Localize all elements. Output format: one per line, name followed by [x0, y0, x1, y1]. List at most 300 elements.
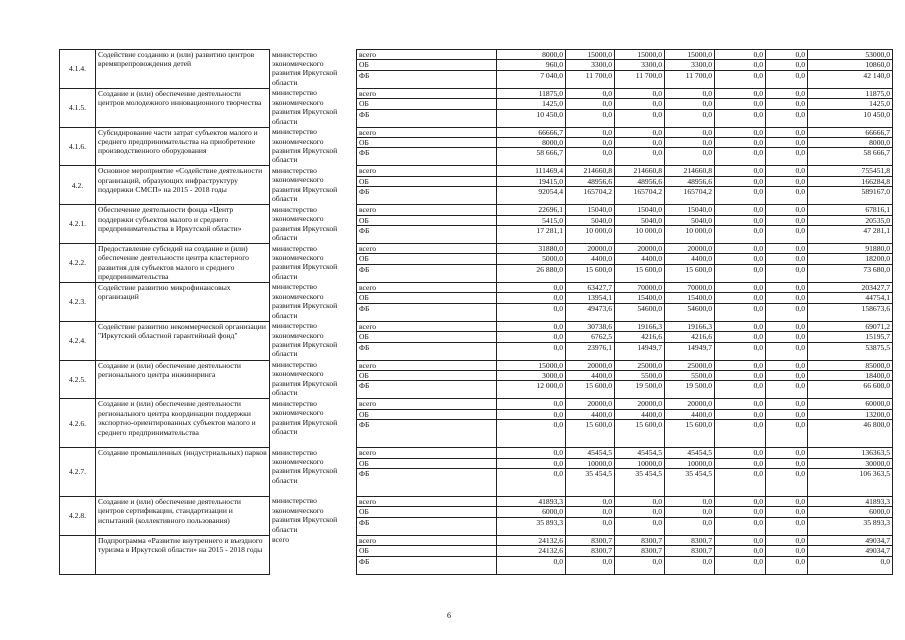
responsible-line: министерство [272, 88, 317, 98]
amount-cell: 5040,0 [615, 215, 665, 225]
amount-cell: 11 700,0 [615, 70, 665, 88]
responsible-executor [270, 448, 357, 497]
amount-cell: 0,0 [766, 138, 808, 148]
funding-source: ФБ [357, 468, 497, 496]
amount-cell: 0,0 [566, 109, 615, 127]
amount-cell: 10 000,0 [615, 226, 665, 244]
amount-cell: 8000,0 [497, 138, 566, 148]
amount-cell: 17 281,1 [497, 226, 566, 244]
amount-cell: 0,0 [615, 88, 665, 98]
amount-cell: 0,0 [665, 127, 715, 137]
amount-cell: 0,0 [715, 215, 766, 225]
amount-cell: 0,0 [715, 409, 766, 419]
amount-cell: 0,0 [715, 60, 766, 70]
amount-cell: 165704,2 [566, 187, 615, 205]
amount-cell: 19166,3 [665, 321, 715, 331]
responsible-line: экономического [272, 505, 324, 515]
amount-cell: 54600,0 [615, 303, 665, 321]
amount-cell: 0,0 [615, 148, 665, 166]
funding-source: всего [357, 205, 497, 215]
amount-cell: 69071,2 [808, 321, 893, 331]
amount-cell: 22696,1 [497, 205, 566, 215]
amount-cell: 35 893,3 [808, 517, 893, 535]
amount-cell: 10 450,0 [497, 109, 566, 127]
amount-cell: 23976,1 [566, 342, 615, 360]
funding-source: ФБ [357, 264, 497, 282]
funding-source: всего [357, 496, 497, 506]
amount-cell: 8300,7 [566, 535, 615, 545]
amount-cell: 0,0 [766, 254, 808, 264]
amount-cell: 0,0 [566, 99, 615, 109]
responsible-line: экономического [272, 97, 324, 107]
amount-cell: 63427,7 [566, 282, 615, 292]
amount-cell: 0,0 [715, 70, 766, 88]
amount-cell: 0,0 [665, 507, 715, 517]
responsible-executor [270, 50, 357, 89]
amount-cell: 45454,5 [615, 448, 665, 458]
responsible-line: области [272, 524, 298, 534]
amount-cell: 10 000,0 [566, 226, 615, 244]
amount-cell: 24132,6 [497, 546, 566, 556]
amount-cell: 0,0 [766, 468, 808, 496]
amount-cell: 3300,0 [566, 60, 615, 70]
amount-cell: 20000,0 [665, 244, 715, 254]
amount-cell: 0,0 [766, 148, 808, 166]
budget-table [59, 49, 893, 575]
amount-cell: 30738,6 [566, 321, 615, 331]
amount-cell: 11875,0 [808, 88, 893, 98]
funding-source: ФБ [357, 148, 497, 166]
amount-cell: 19166,3 [615, 321, 665, 331]
amount-cell: 5500,0 [615, 370, 665, 380]
funding-source: ОБ [357, 370, 497, 380]
amount-cell: 0,0 [615, 517, 665, 535]
responsible-executor [270, 282, 357, 321]
amount-cell: 0,0 [715, 535, 766, 545]
amount-cell: 20000,0 [615, 244, 665, 254]
amount-cell: 92054,4 [497, 187, 566, 205]
row-code: 4.2. [60, 166, 96, 205]
amount-cell: 0,0 [715, 127, 766, 137]
amount-cell: 0,0 [497, 468, 566, 496]
amount-cell: 10 450,0 [808, 109, 893, 127]
amount-cell: 0,0 [665, 138, 715, 148]
amount-cell: 35 454,5 [665, 468, 715, 496]
amount-cell: 15 600,0 [665, 264, 715, 282]
amount-cell: 13954,1 [566, 293, 615, 303]
row-title: Предоставление субсидий на создание и (или) обеспечение деятельности центра кластерного развития для субъектов малого и среднего предпринимательства [96, 244, 270, 283]
amount-cell: 0,0 [566, 138, 615, 148]
row-title: Подпрограмма «Развитие внутреннего и въездного туризма в Иркутской области» на 2015 - 2018 годы [96, 535, 270, 574]
amount-cell: 5000,0 [497, 254, 566, 264]
funding-source: всего [357, 166, 497, 176]
amount-cell: 15400,0 [665, 293, 715, 303]
amount-cell: 0,0 [715, 556, 766, 574]
amount-cell: 6000,0 [808, 507, 893, 517]
funding-source: всего [357, 360, 497, 370]
amount-cell: 0,0 [715, 381, 766, 399]
responsible-executor [270, 496, 357, 535]
amount-cell: 14949,7 [665, 342, 715, 360]
amount-cell: 0,0 [766, 166, 808, 176]
amount-cell: 70000,0 [665, 282, 715, 292]
responsible-line: развития Иркутской [272, 223, 338, 233]
amount-cell: 5040,0 [665, 215, 715, 225]
amount-cell: 111469,4 [497, 166, 566, 176]
page-number: 6 [447, 611, 451, 620]
responsible-executor [270, 360, 357, 399]
amount-cell: 15000,0 [665, 50, 715, 60]
amount-cell: 0,0 [715, 109, 766, 127]
amount-cell: 70000,0 [615, 282, 665, 292]
responsible-executor [270, 88, 357, 127]
amount-cell: 4400,0 [665, 254, 715, 264]
responsible-line: области [272, 116, 298, 126]
amount-cell: 0,0 [497, 303, 566, 321]
funding-source: всего [357, 321, 497, 331]
amount-cell: 0,0 [715, 187, 766, 205]
amount-cell: 4216,6 [665, 332, 715, 342]
responsible-line: развития Иркутской [272, 184, 338, 194]
responsible-line: области [272, 155, 298, 165]
amount-cell: 0,0 [766, 507, 808, 517]
amount-cell: 18200,0 [808, 254, 893, 264]
responsible-line: министерство [272, 204, 317, 214]
amount-cell: 45454,5 [665, 448, 715, 458]
amount-cell: 0,0 [715, 332, 766, 342]
amount-cell: 0,0 [766, 448, 808, 458]
amount-cell: 25000,0 [665, 360, 715, 370]
amount-cell: 12 000,0 [497, 381, 566, 399]
row-code [60, 535, 96, 574]
amount-cell: 0,0 [715, 420, 766, 448]
responsible-line: экономического [272, 291, 324, 301]
amount-cell: 0,0 [615, 99, 665, 109]
amount-cell: 73 680,0 [808, 264, 893, 282]
amount-cell: 0,0 [766, 60, 808, 70]
amount-cell: 1425,0 [497, 99, 566, 109]
responsible-executor [270, 166, 357, 205]
amount-cell: 15040,0 [615, 205, 665, 215]
amount-cell: 0,0 [766, 399, 808, 409]
amount-cell: 4400,0 [615, 254, 665, 264]
amount-cell: 0,0 [497, 342, 566, 360]
responsible-executor [270, 321, 357, 360]
table-body [60, 50, 893, 575]
responsible-line: развития Иркутской [272, 417, 338, 427]
funding-source: всего [357, 448, 497, 458]
amount-cell: 66 600,0 [808, 381, 893, 399]
responsible-line: министерство [272, 127, 317, 137]
row-code: 4.2.5. [60, 360, 96, 399]
amount-cell: 15 600,0 [615, 420, 665, 448]
amount-cell: 0,0 [715, 321, 766, 331]
responsible-line: министерство [272, 496, 317, 506]
table-row [60, 282, 893, 292]
row-code: 4.2.2. [60, 244, 96, 283]
amount-cell: 0,0 [566, 127, 615, 137]
amount-cell: 35 454,5 [566, 468, 615, 496]
amount-cell: 0,0 [715, 370, 766, 380]
amount-cell: 0,0 [497, 321, 566, 331]
amount-cell: 0,0 [715, 264, 766, 282]
responsible-line: всего [272, 535, 290, 545]
amount-cell: 0,0 [566, 496, 615, 506]
row-code: 4.2.1. [60, 205, 96, 244]
amount-cell: 3000,0 [497, 370, 566, 380]
row-title: Создание промышленных (индустриальных) парков [96, 448, 270, 497]
responsible-line: развития Иркутской [272, 466, 338, 476]
responsible-executor [270, 244, 357, 283]
amount-cell: 0,0 [497, 556, 566, 574]
amount-cell: 0,0 [766, 244, 808, 254]
amount-cell: 165704,2 [665, 187, 715, 205]
table-row [60, 535, 893, 545]
responsible-line: области [272, 77, 298, 87]
amount-cell: 0,0 [766, 70, 808, 88]
funding-source: ФБ [357, 226, 497, 244]
amount-cell: 0,0 [615, 556, 665, 574]
amount-cell: 0,0 [766, 332, 808, 342]
amount-cell: 0,0 [766, 205, 808, 215]
amount-cell: 11 700,0 [665, 70, 715, 88]
responsible-line: экономического [272, 408, 324, 418]
row-title: Создание и (или) обеспечение деятельности центров сертификации, стандартизации и испытаний (коллективного пользования) [96, 496, 270, 535]
amount-cell: 0,0 [497, 399, 566, 409]
amount-cell: 0,0 [566, 517, 615, 535]
funding-source: ФБ [357, 517, 497, 535]
amount-cell: 4400,0 [665, 409, 715, 419]
amount-cell: 20535,0 [808, 215, 893, 225]
amount-cell: 47 281,1 [808, 226, 893, 244]
row-code: 4.2.8. [60, 496, 96, 535]
amount-cell: 0,0 [766, 360, 808, 370]
amount-cell: 4400,0 [566, 409, 615, 419]
responsible-line: области [272, 194, 298, 204]
table-row [60, 399, 893, 409]
amount-cell: 0,0 [665, 99, 715, 109]
amount-cell: 30000,0 [808, 458, 893, 468]
funding-source: ФБ [357, 303, 497, 321]
amount-cell: 0,0 [766, 496, 808, 506]
amount-cell: 0,0 [766, 535, 808, 545]
amount-cell: 15 600,0 [665, 420, 715, 448]
amount-cell: 15000,0 [615, 50, 665, 60]
amount-cell: 4216,6 [615, 332, 665, 342]
amount-cell: 5500,0 [665, 370, 715, 380]
amount-cell: 106 363,5 [808, 468, 893, 496]
row-title: Создание и (или) обеспечение деятельности регионального центра инжиниринга [96, 360, 270, 399]
responsible-line: области [272, 232, 298, 242]
amount-cell: 58 666,7 [497, 148, 566, 166]
amount-cell: 0,0 [715, 468, 766, 496]
amount-cell: 0,0 [766, 556, 808, 574]
responsible-line: развития Иркутской [272, 301, 338, 311]
amount-cell: 8000,0 [808, 138, 893, 148]
funding-source: ФБ [357, 342, 497, 360]
amount-cell: 0,0 [715, 176, 766, 186]
amount-cell: 8000,0 [497, 50, 566, 60]
amount-cell: 0,0 [766, 342, 808, 360]
amount-cell: 15195,7 [808, 332, 893, 342]
amount-cell: 19415,0 [497, 176, 566, 186]
row-code: 4.1.6. [60, 127, 96, 166]
amount-cell: 11 700,0 [566, 70, 615, 88]
amount-cell: 49034,7 [808, 535, 893, 545]
amount-cell: 8300,7 [665, 535, 715, 545]
amount-cell: 15 600,0 [566, 420, 615, 448]
amount-cell: 0,0 [665, 556, 715, 574]
funding-source: всего [357, 282, 497, 292]
row-code: 4.1.5. [60, 88, 96, 127]
amount-cell: 0,0 [715, 303, 766, 321]
amount-cell: 20000,0 [665, 399, 715, 409]
amount-cell: 15 600,0 [615, 264, 665, 282]
amount-cell: 0,0 [766, 458, 808, 468]
amount-cell: 20000,0 [566, 244, 615, 254]
responsible-line: министерство [272, 321, 317, 331]
amount-cell: 203427,7 [808, 282, 893, 292]
amount-cell: 0,0 [766, 546, 808, 556]
amount-cell: 53875,5 [808, 342, 893, 360]
amount-cell: 0,0 [766, 99, 808, 109]
responsible-line: развития Иркутской [272, 340, 338, 349]
amount-cell: 0,0 [715, 496, 766, 506]
amount-cell: 8300,7 [665, 546, 715, 556]
amount-cell: 0,0 [766, 282, 808, 292]
responsible-line: развития Иркутской [272, 262, 338, 272]
responsible-line: министерство [272, 447, 317, 457]
amount-cell: 58 666,7 [808, 148, 893, 166]
amount-cell: 48956,6 [665, 176, 715, 186]
row-code: 4.1.4. [60, 50, 96, 89]
amount-cell: 20000,0 [566, 399, 615, 409]
table-row [60, 166, 893, 176]
amount-cell: 8300,7 [566, 546, 615, 556]
amount-cell: 0,0 [766, 381, 808, 399]
funding-source: ФБ [357, 420, 497, 448]
funding-source: ФБ [357, 109, 497, 127]
amount-cell: 0,0 [665, 109, 715, 127]
amount-cell: 0,0 [615, 127, 665, 137]
amount-cell: 214660,8 [615, 166, 665, 176]
responsible-line: министерство [272, 49, 317, 59]
amount-cell: 4400,0 [566, 254, 615, 264]
amount-cell: 0,0 [566, 148, 615, 166]
row-title: Создание и (или) обеспечение деятельности центров молодежного инновационного творчества [96, 88, 270, 127]
amount-cell: 0,0 [766, 176, 808, 186]
amount-cell: 35 893,3 [497, 517, 566, 535]
amount-cell: 0,0 [715, 148, 766, 166]
amount-cell: 0,0 [715, 360, 766, 370]
amount-cell: 66666,7 [497, 127, 566, 137]
amount-cell: 0,0 [766, 109, 808, 127]
row-title: Создание и (или) обеспечение деятельности регионального центра координации поддержки экспортно-ориентированных субъектов малого и среднего предпринимательства [96, 399, 270, 448]
amount-cell: 0,0 [497, 282, 566, 292]
amount-cell: 19 500,0 [665, 381, 715, 399]
funding-source: всего [357, 535, 497, 545]
amount-cell: 0,0 [766, 303, 808, 321]
amount-cell: 755451,8 [808, 166, 893, 176]
amount-cell: 0,0 [715, 99, 766, 109]
amount-cell: 0,0 [715, 507, 766, 517]
amount-cell: 0,0 [766, 264, 808, 282]
table-row [60, 321, 893, 331]
amount-cell: 0,0 [766, 293, 808, 303]
funding-source: ОБ [357, 60, 497, 70]
amount-cell: 0,0 [665, 517, 715, 535]
amount-cell: 66666,7 [808, 127, 893, 137]
responsible-line: экономического [272, 214, 324, 224]
amount-cell: 49473,6 [566, 303, 615, 321]
table-row [60, 244, 893, 254]
amount-cell: 20000,0 [566, 360, 615, 370]
amount-cell: 15000,0 [566, 50, 615, 60]
amount-cell: 45454,5 [566, 448, 615, 458]
table-row [60, 50, 893, 60]
amount-cell: 1425,0 [808, 99, 893, 109]
responsible-line: области [272, 475, 298, 485]
row-code: 4.2.7. [60, 448, 96, 497]
amount-cell: 41893,3 [497, 496, 566, 506]
amount-cell: 0,0 [566, 88, 615, 98]
responsible-line: развития Иркутской [272, 378, 338, 388]
responsible-line: экономического [272, 58, 324, 68]
funding-source: ОБ [357, 293, 497, 303]
amount-cell: 0,0 [808, 556, 893, 574]
funding-source: ФБ [357, 381, 497, 399]
amount-cell: 214660,8 [665, 166, 715, 176]
amount-cell: 15040,0 [665, 205, 715, 215]
responsible-executor [270, 127, 357, 166]
amount-cell: 15400,0 [615, 293, 665, 303]
amount-cell: 0,0 [497, 420, 566, 448]
amount-cell: 25000,0 [615, 360, 665, 370]
table-row [60, 496, 893, 506]
amount-cell: 0,0 [497, 458, 566, 468]
row-code: 4.2.4. [60, 321, 96, 360]
amount-cell: 0,0 [766, 50, 808, 60]
responsible-line: области [272, 310, 298, 320]
row-title: Содействие созданию и (или) развитию центров времяпрепровождения детей [96, 50, 270, 89]
row-title: Обеспечение деятельности фонда «Центр поддержки субъектов малого и среднего предпринимательства в Иркутской области» [96, 205, 270, 244]
amount-cell: 35 454,5 [615, 468, 665, 496]
amount-cell: 15000,0 [497, 360, 566, 370]
amount-cell: 3300,0 [665, 60, 715, 70]
amount-cell: 19 500,0 [615, 381, 665, 399]
amount-cell: 0,0 [715, 458, 766, 468]
responsible-line: развития Иркутской [272, 68, 338, 78]
funding-source: ОБ [357, 99, 497, 109]
row-code: 4.2.6. [60, 399, 96, 448]
amount-cell: 0,0 [766, 226, 808, 244]
funding-source: ОБ [357, 458, 497, 468]
amount-cell: 0,0 [497, 409, 566, 419]
amount-cell: 67816,1 [808, 205, 893, 215]
amount-cell: 31880,0 [497, 244, 566, 254]
amount-cell: 0,0 [715, 546, 766, 556]
funding-source: ОБ [357, 254, 497, 264]
amount-cell: 136363,5 [808, 448, 893, 458]
amount-cell: 85000,0 [808, 360, 893, 370]
responsible-line: экономического [272, 136, 324, 146]
table-row [60, 88, 893, 98]
amount-cell: 0,0 [497, 293, 566, 303]
funding-source: всего [357, 244, 497, 254]
responsible-line: министерство [272, 282, 317, 292]
amount-cell: 0,0 [615, 507, 665, 517]
amount-cell: 15 600,0 [566, 264, 615, 282]
